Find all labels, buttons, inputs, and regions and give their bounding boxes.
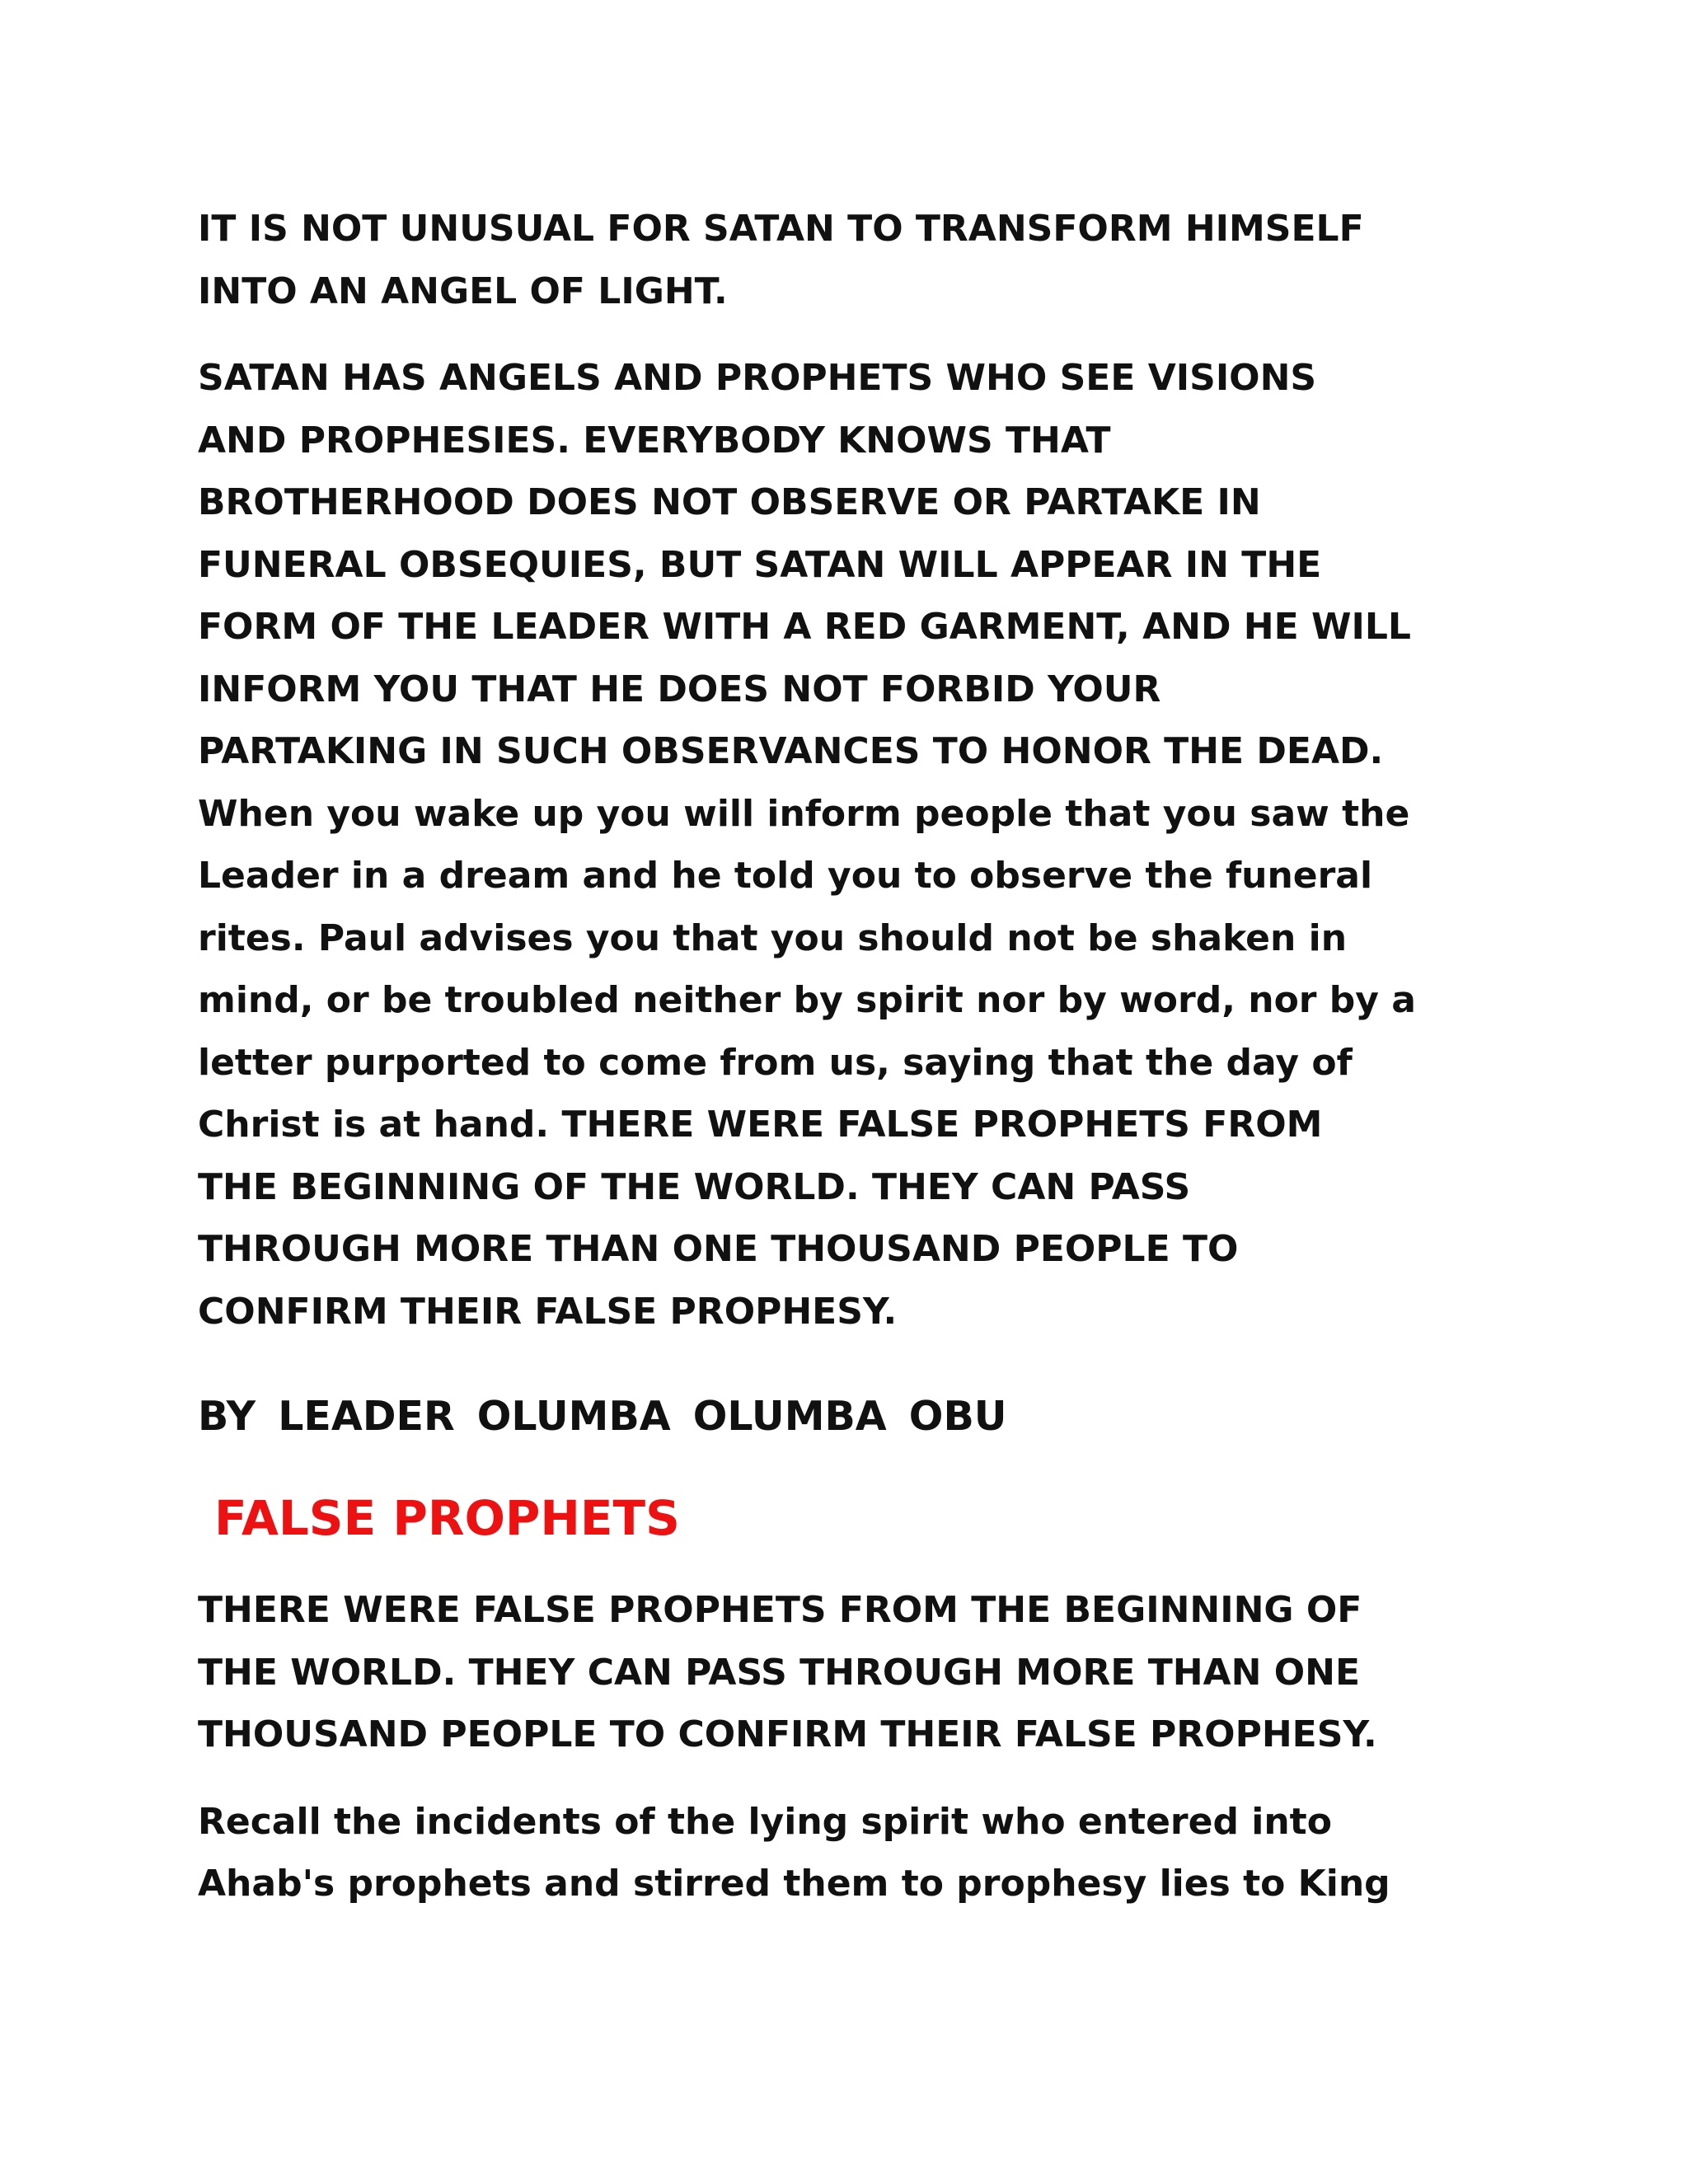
text-line: THERE WERE FALSE PROPHETS FROM THE BEGINNING OF [198,1589,1362,1631]
text-line: IT IS NOT UNUSUAL FOR SATAN TO TRANSFORM HIMSELF [198,208,1364,250]
text-line: SATAN HAS ANGELS AND PROPHETS WHO SEE VISIONS [198,357,1317,399]
text-line: Christ is at hand. THERE WERE FALSE PROPHETS FROM [198,1104,1323,1146]
paragraph-ahab [198,1791,1500,1915]
text-line: THOUSAND PEOPLE TO CONFIRM THEIR FALSE PROPHESY. [198,1713,1377,1755]
text-line: FUNERAL OBSEQUIES, BUT SATAN WILL APPEAR IN THE [198,543,1322,586]
text-line: INTO AN ANGEL OF LIGHT. [198,269,728,312]
text-line: Leader in a dream and he told you to observe the funeral [198,855,1373,897]
text-line: PARTAKING IN SUCH OBSERVANCES TO HONOR THE DEAD. [198,730,1384,772]
text-line: mind, or be troubled neither by spirit nor by word, nor by a [198,979,1416,1021]
text-line: THROUGH MORE THAN ONE THOUSAND PEOPLE TO [198,1228,1239,1270]
paragraph-false-prophets [198,1579,1500,1766]
text-line: rites. Paul advises you that you should not be shaken in [198,916,1348,959]
text-line: AND PROPHESIES. EVERYBODY KNOWS THAT [198,419,1111,462]
text-line: THE BEGINNING OF THE WORLD. THEY CAN PASS [198,1165,1191,1208]
text-line: letter purported to come from us, saying that the day of [198,1041,1353,1084]
text-line: THE WORLD. THEY CAN PASS THROUGH MORE THAN ONE [198,1651,1361,1694]
author-byline: BY LEADER OLUMBA OLUMBA OBU [198,1393,1007,1440]
paragraph-satan-angels [198,347,1500,1343]
document-body [198,198,1500,1915]
text-line: BROTHERHOOD DOES NOT OBSERVE OR PARTAKE IN [198,481,1261,523]
text-line: INFORM YOU THAT HE DOES NOT FORBID YOUR [198,668,1161,710]
paragraph-intro [198,198,1500,322]
text-line: Ahab's prophets and stirred them to prophesy lies to King [198,1863,1390,1905]
text-line: Recall the incidents of the lying spirit who entered into [198,1800,1332,1843]
text-line: When you wake up you will inform people that you saw the [198,792,1410,835]
text-line: FORM OF THE LEADER WITH A RED GARMENT, AND HE WILL [198,606,1411,648]
section-heading: FALSE PROPHETS [214,1490,680,1546]
text-line: CONFIRM THEIR FALSE PROPHESY. [198,1290,898,1333]
